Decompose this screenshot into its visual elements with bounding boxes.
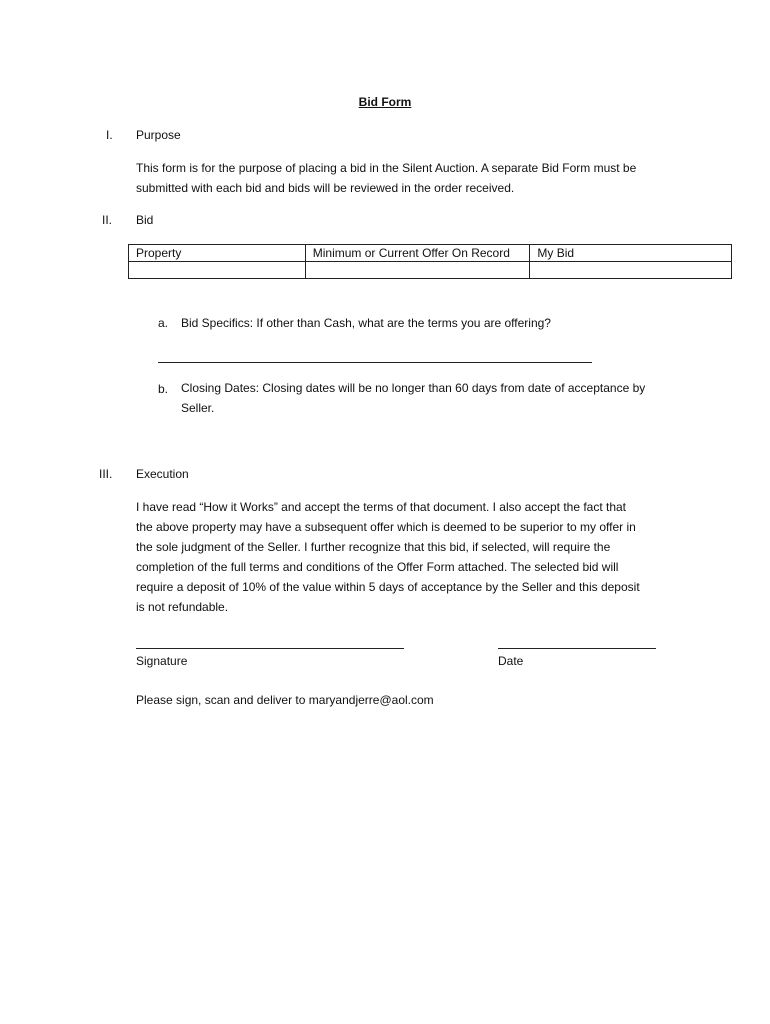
purpose-paragraph [136,158,676,198]
header-my-bid: My Bid [530,245,732,262]
my-bid-cell[interactable] [530,262,732,279]
paragraph-line: the sole judgment of the Seller. I further recognize that this bid, if selected, will require the [136,540,611,554]
page-title: Bid Form [358,95,412,109]
item-a-text: Bid Specifics: If other than Cash, what are the terms you are offering? [181,316,551,330]
property-cell[interactable] [129,262,306,279]
execution-paragraph [136,497,676,617]
section-1-heading: Purpose [136,128,181,142]
paragraph-line: This form is for the purpose of placing a bid in the Silent Auction. A separate Bid Form must be [136,161,637,175]
header-minimum-offer: Minimum or Current Offer On Record [305,245,530,262]
paragraph-line: is not refundable. [136,600,229,614]
date-label: Date [498,654,524,668]
section-2-heading: Bid [136,213,154,227]
paragraph-line: completion of the full terms and conditions of the Offer Form attached. The selected bid will [136,560,619,574]
section-3-numeral: III. [99,467,113,481]
signature-line[interactable] [136,636,404,648]
delivery-instructions: Please sign, scan and deliver to maryandjerre@aol.com [136,693,434,707]
item-b-line: Closing Dates: Closing dates will be no longer than 60 days from date of acceptance by [181,381,646,395]
bid-specifics-line[interactable] [158,350,592,362]
section-3-heading: Execution [136,467,189,481]
paragraph-line: I have read “How it Works” and accept the terms of that document. I also accept the fact that [136,500,627,514]
table-row [129,262,732,279]
date-line[interactable] [498,636,656,648]
section-2-numeral: II. [102,213,113,227]
item-b-text [181,378,681,418]
paragraph-line: the above property may have a subsequent offer which is deemed to be superior to my offer in [136,520,636,534]
minimum-offer-cell[interactable] [305,262,530,279]
table-header-row [129,245,732,262]
item-b-letter: b. [158,382,169,396]
paragraph-line: submitted with each bid and bids will be reviewed in the order received. [136,181,515,195]
bid-table [128,244,732,279]
item-b-line: Seller. [181,401,215,415]
header-property: Property [129,245,306,262]
section-1-numeral: I. [106,128,113,142]
signature-label: Signature [136,654,188,668]
item-a-letter: a. [158,316,169,330]
paragraph-line: require a deposit of 10% of the value within 5 days of acceptance by the Seller and this deposit [136,580,640,594]
